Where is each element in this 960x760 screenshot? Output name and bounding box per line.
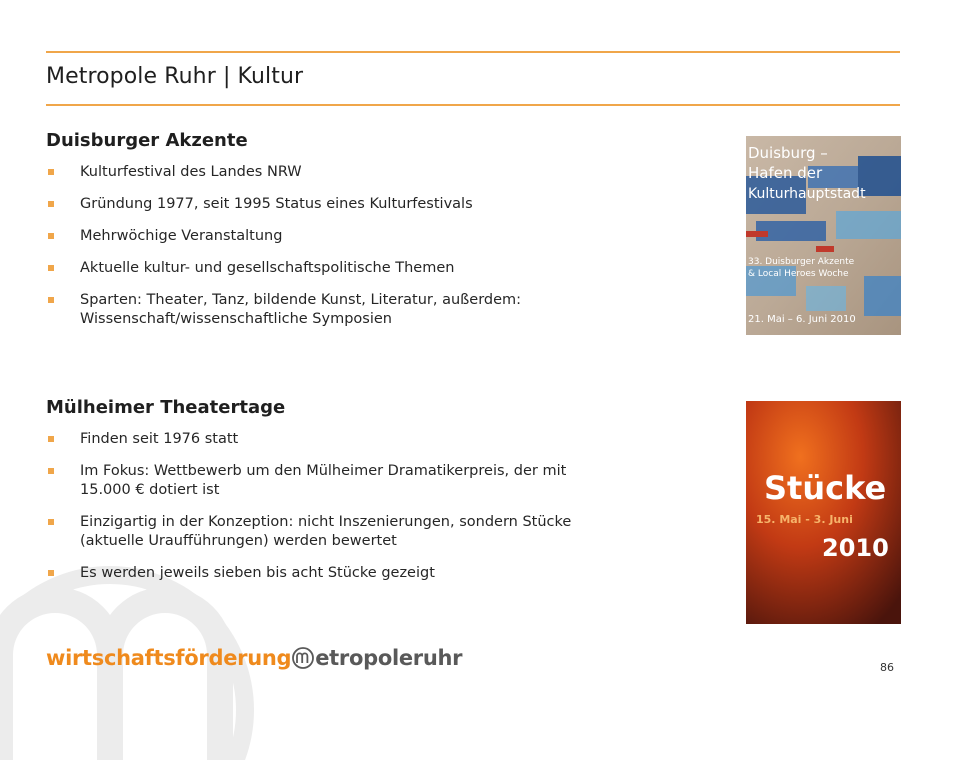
bullet-marker-icon (48, 233, 54, 239)
bullet-item: Mehrwöchige Veranstaltung (46, 227, 606, 246)
header-rule-bottom (46, 104, 900, 106)
poster-stuecke-2010 (746, 401, 901, 624)
poster-stuecke-year: 2010 (822, 534, 889, 562)
logo-text-metropoleruhr: etropoleruhr (315, 646, 463, 670)
poster-akzente-line2: Hafen der (748, 164, 823, 182)
poster-akzente-line3: Kulturhauptstadt (748, 186, 866, 202)
bullet-marker-icon (48, 468, 54, 474)
poster-duisburger-akzente (746, 136, 901, 335)
bullet-marker-icon (48, 201, 54, 207)
bullet-marker-icon (48, 436, 54, 442)
poster-stuecke-title: Stücke (764, 469, 887, 507)
logo-text-wirtschaftsfoerderung: wirtschaftsförderung (46, 646, 292, 670)
bullet-marker-icon (48, 297, 54, 303)
bullet-marker-icon (48, 169, 54, 175)
bullet-item: Kulturfestival des Landes NRW (46, 163, 606, 182)
bullet-marker-icon (48, 519, 54, 525)
header-rule-top (46, 51, 900, 53)
bullet-list (46, 430, 606, 583)
bullet-marker-icon (48, 570, 54, 576)
poster-stuecke-dates: 15. Mai - 3. Juni (756, 513, 853, 526)
bullet-item: Finden seit 1976 statt (46, 430, 606, 449)
bullet-item: Im Fokus: Wettbewerb um den Mülheimer Dramatikerpreis, der mit 15.000 € dotiert ist (46, 462, 606, 500)
bullet-item: Gründung 1977, seit 1995 Status eines Kulturfestivals (46, 195, 606, 214)
bullet-item: Sparten: Theater, Tanz, bildende Kunst, Literatur, außerdem: Wissenschaft/wissenschaftliche Symposien (46, 291, 606, 329)
section-heading: Duisburger Akzente (46, 130, 248, 151)
bullet-item: Einzigartig in der Konzeption: nicht Inszenierungen, sondern Stücke (aktuelle Uraufführungen) werden bewertet (46, 513, 606, 551)
bullet-marker-icon (48, 265, 54, 271)
footer-logo (46, 646, 462, 670)
poster-akzente-line1: Duisburg – (748, 144, 828, 162)
poster-akzente-line5: & Local Heroes Woche (748, 269, 849, 279)
bullet-list (46, 163, 606, 329)
bullet-item: Es werden jeweils sieben bis acht Stücke gezeigt (46, 564, 606, 583)
section-muelheimer-theatertage (46, 397, 606, 596)
poster-akzente-dates: 21. Mai – 6. Juni 2010 (748, 314, 856, 325)
section-duisburger-akzente (46, 130, 606, 342)
poster-akzente-line4: 33. Duisburger Akzente (748, 257, 855, 267)
metropole-m-icon (292, 647, 314, 669)
slide-title: Metropole Ruhr | Kultur (46, 64, 304, 89)
bullet-item: Aktuelle kultur- und gesellschaftspolitische Themen (46, 259, 606, 278)
section-heading: Mülheimer Theatertage (46, 397, 286, 418)
page-number: 86 (880, 661, 894, 674)
